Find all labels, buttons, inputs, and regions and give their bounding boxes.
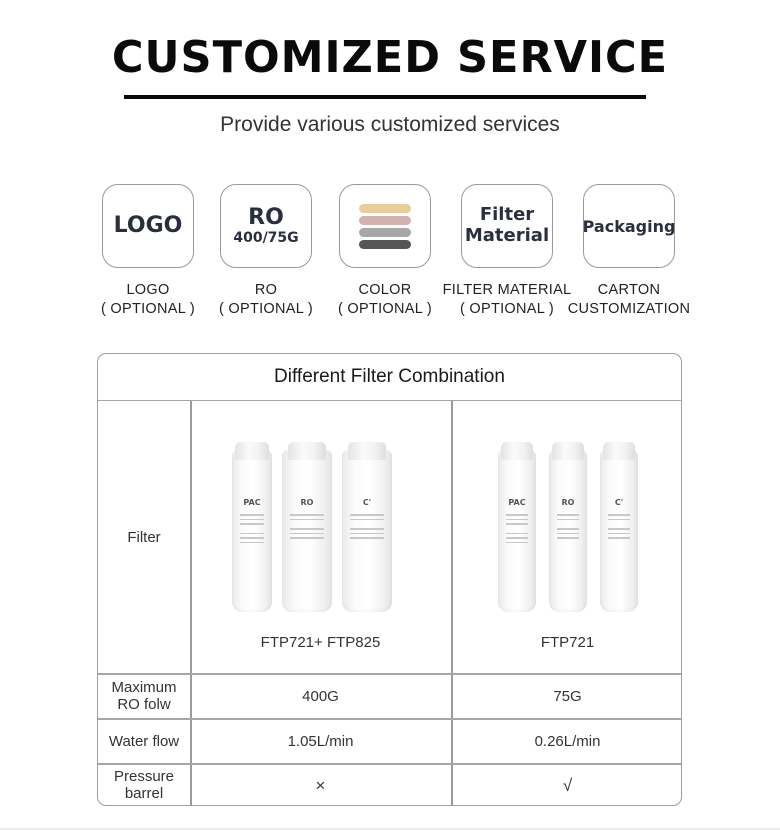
water-flow-value-1: 1.05L/min [287, 732, 354, 750]
cartridge-pac-icon [232, 450, 272, 612]
cartridge-cap [603, 442, 635, 460]
filter-combo-2: FTP721 [540, 633, 595, 651]
cartridge-carbon-icon [600, 450, 638, 612]
cross-icon: × [315, 775, 326, 795]
filter-material-line2: Material [464, 225, 550, 246]
ro-caption [201, 281, 331, 319]
caption-optional: ( OPTIONAL ) [337, 301, 433, 317]
page-title: CUSTOMIZED SERVICE [111, 32, 669, 83]
cartridge-pac-icon [498, 450, 536, 612]
color-caption [320, 281, 450, 319]
cartridge-cap [501, 442, 533, 460]
cartridge-cap [348, 442, 386, 460]
cartridge-label: PAC [243, 498, 261, 507]
filter-combination-table [97, 353, 682, 806]
cartridge-label: C' [362, 498, 372, 507]
row-label-water-flow: Water flow [108, 732, 180, 750]
max-ro-flow-value-1: 400G [302, 687, 339, 705]
cartridge-ro-icon [549, 450, 587, 612]
filter-material-line1: Filter [479, 204, 535, 226]
filter-material-caption [437, 281, 577, 319]
swatch-beige-icon [359, 204, 411, 213]
logo-tile [102, 184, 194, 268]
logo-tile-text: LOGO [113, 213, 183, 239]
cartridge-label: PAC [508, 498, 526, 507]
cartridge-print [608, 514, 630, 542]
logo-caption [83, 281, 213, 319]
packaging-caption [559, 281, 699, 319]
row-label-pressure-barrel [98, 764, 190, 806]
cartridge-print [506, 514, 528, 546]
cartridge-label: RO [300, 498, 314, 507]
filter-combo-1: FTP721+ FTP825 [260, 633, 381, 651]
packaging-tile [583, 184, 675, 268]
caption-optional: ( OPTIONAL ) [100, 301, 196, 317]
caption-subtitle: CUSTOMIZATION [567, 301, 691, 317]
caption-title: LOGO [126, 282, 170, 298]
cartridge-cap [552, 442, 584, 460]
caption-title: COLOR [358, 282, 412, 298]
caption-title: RO [254, 282, 278, 298]
cartridge-label: RO [561, 498, 575, 507]
swatch-dark-icon [359, 240, 411, 249]
caption-title: CARTON [597, 282, 661, 298]
label-line: Pressure [113, 768, 175, 785]
cartridge-print [557, 514, 579, 542]
caption-optional: ( OPTIONAL ) [459, 301, 555, 317]
cartridge-cap [235, 442, 269, 460]
title-underline [124, 95, 646, 99]
swatch-gray-icon [359, 228, 411, 237]
swatch-rose-icon [359, 216, 411, 225]
ro-tile-title: RO [248, 204, 284, 230]
cartridge-set-ftp721 [498, 450, 638, 612]
cartridge-print [350, 514, 384, 542]
ro-tile-capacity: 400/75G [233, 229, 299, 246]
cartridge-cap [288, 442, 326, 460]
cartridge-print [290, 514, 324, 542]
caption-title: FILTER MATERIAL [442, 282, 572, 298]
water-flow-value-2: 0.26L/min [534, 732, 601, 750]
check-icon: √ [562, 775, 573, 795]
packaging-tile-text: Packaging [582, 216, 676, 236]
row-label-filter: Filter [127, 528, 161, 546]
label-line: barrel [124, 785, 164, 802]
cartridge-label: C' [614, 498, 624, 507]
cartridge-carbon-icon [342, 450, 392, 612]
ro-tile [220, 184, 312, 268]
caption-optional: ( OPTIONAL ) [218, 301, 314, 317]
cartridge-set-ftp721-ftp825 [232, 450, 392, 612]
label-line: RO folw [117, 696, 171, 713]
cartridge-ro-icon [282, 450, 332, 612]
cartridge-print [240, 514, 264, 546]
label-line: Maximum [111, 679, 177, 696]
filter-material-tile [461, 184, 553, 268]
row-label-max-ro-flow [98, 674, 190, 718]
table-title: Different Filter Combination [98, 354, 681, 401]
max-ro-flow-value-2: 75G [553, 687, 582, 705]
color-tile [339, 184, 431, 268]
page-subtitle: Provide various customized services [220, 113, 560, 136]
